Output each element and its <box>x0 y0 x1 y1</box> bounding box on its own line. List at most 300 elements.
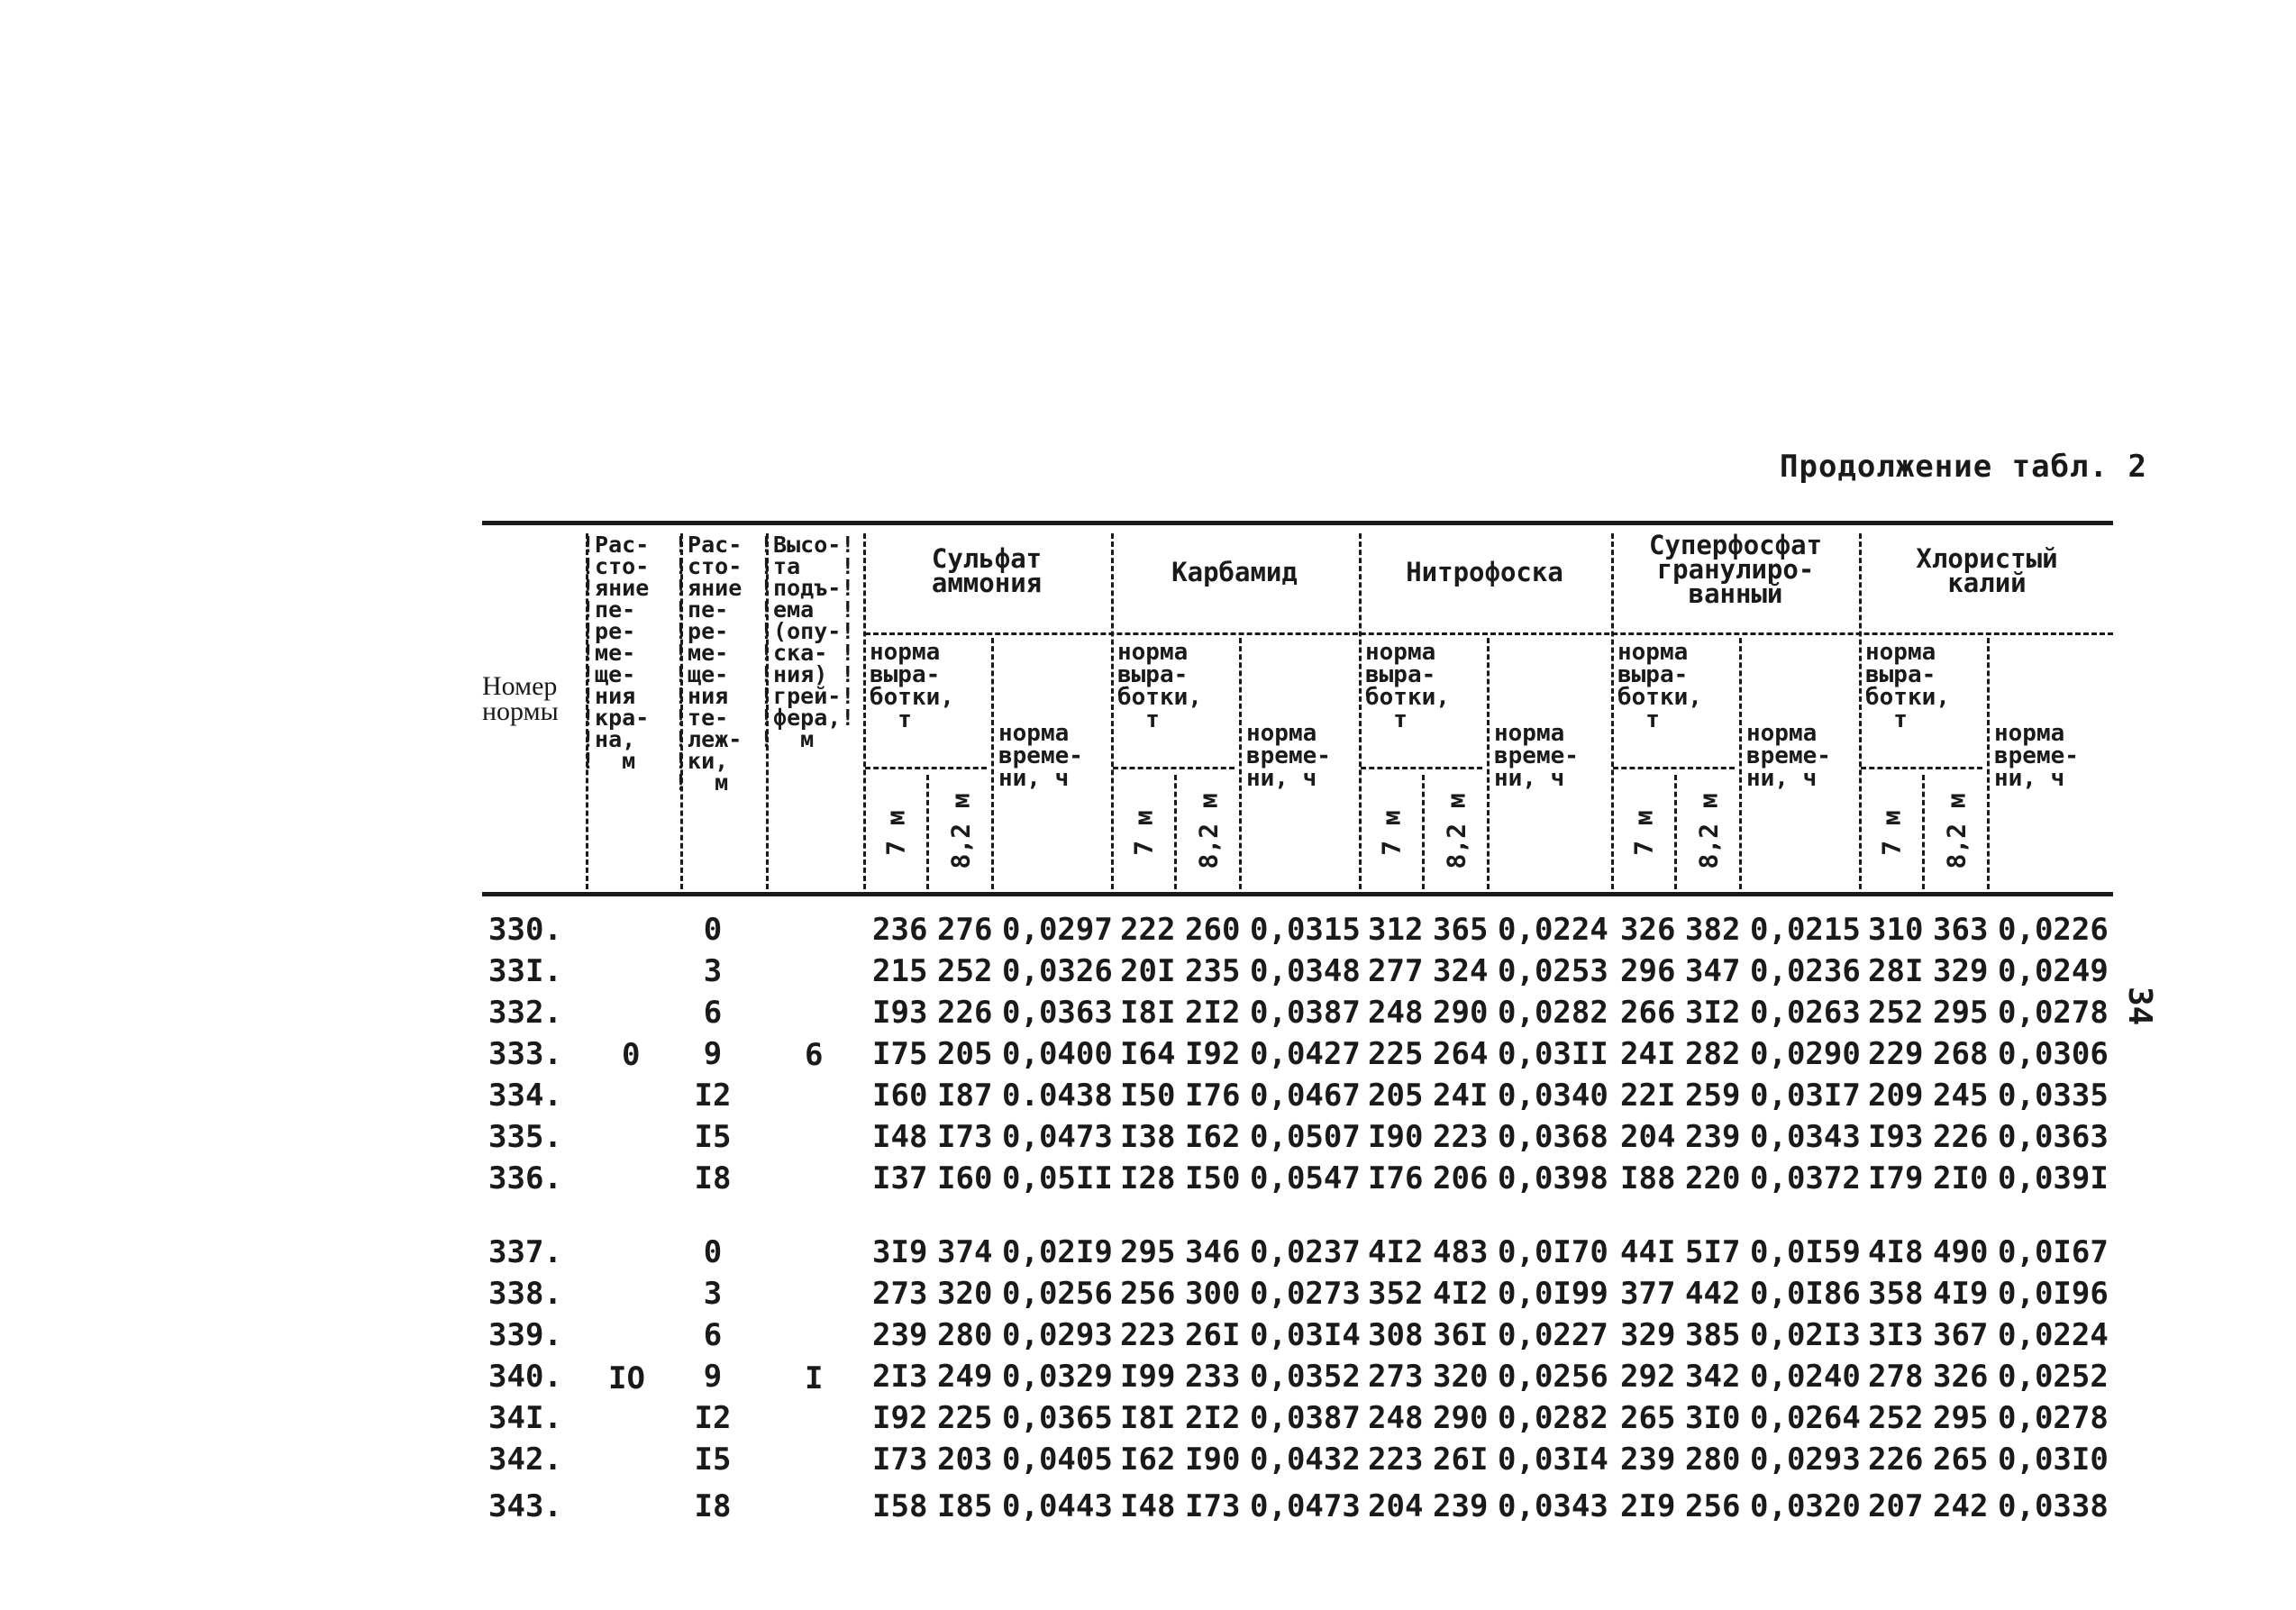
norm-output-cell: I8I <box>1120 1400 1176 1436</box>
product-divider-rule <box>865 632 2113 635</box>
norm-output-cell: 26I <box>1185 1317 1241 1353</box>
group2-crane-distance: IO <box>608 1360 645 1396</box>
norm-time-cell: 0,0352 <box>1250 1359 1361 1395</box>
sub-8-2m: 8,2 м <box>1193 793 1224 869</box>
norm-output-cell: 320 <box>937 1276 993 1312</box>
norm-time-cell: 0,0I96 <box>1998 1276 2109 1312</box>
norm-output-cell: I60 <box>937 1160 993 1196</box>
norm-output-cell: 346 <box>1185 1234 1241 1270</box>
norm-time-cell: 0,0252 <box>1998 1359 2109 1395</box>
norm-output-cell: 204 <box>1368 1488 1424 1524</box>
norm-output-cell: 2I9 <box>1620 1488 1676 1524</box>
sub-8-2m: 8,2 м <box>1441 793 1471 869</box>
norm-time-cell: 0,0405 <box>1002 1442 1113 1478</box>
norm-time-cell: 0,03I0 <box>1998 1442 2109 1478</box>
norm-time-cell: 0,03I4 <box>1498 1442 1608 1478</box>
norm-output-cell: 226 <box>937 995 993 1031</box>
header-col-height: !Высо-! !та ! !подъ-! !ема ! !(опу-! !ска- ! !ния) ! !грей-! !фера,! ! м <box>760 532 855 752</box>
norm-output-cell: 273 <box>1368 1359 1424 1395</box>
norm-output-cell: 363 <box>1933 912 1989 948</box>
norm-time-cell: 0,0253 <box>1498 953 1608 989</box>
norm-time-cell: 0,0547 <box>1250 1160 1361 1196</box>
unit-divider-rule-4 <box>1613 767 1735 769</box>
norm-time-cell: 0,0387 <box>1250 1400 1361 1436</box>
page-number: 34 <box>2121 987 2158 1026</box>
norm-output-cell: I92 <box>872 1400 928 1436</box>
norm-output-cell: 226 <box>1868 1442 1924 1478</box>
norm-output-cell: 207 <box>1868 1488 1924 1524</box>
norm-time-cell: 0,0363 <box>1002 995 1113 1031</box>
norm-output-cell: I48 <box>1120 1488 1176 1524</box>
norm-output-cell: 256 <box>1120 1276 1176 1312</box>
norm-time-cell: 0,0278 <box>1998 1400 2109 1436</box>
vsep <box>1987 638 1990 889</box>
norm-output-cell: 382 <box>1685 912 1741 948</box>
table-row <box>0 1119 2296 1160</box>
norm-output-cell: 4I2 <box>1433 1276 1489 1312</box>
norm-time-label: норма време- ни, ч <box>1746 720 1831 792</box>
trolley-distance: 3 <box>703 1276 723 1312</box>
norm-output-label: норма выра- ботки, т <box>870 639 954 733</box>
norm-output-cell: I37 <box>872 1160 928 1196</box>
norm-output-cell: 308 <box>1368 1317 1424 1353</box>
vsep <box>1174 775 1177 889</box>
norm-output-cell: 20I <box>1120 953 1176 989</box>
vsep <box>926 775 929 889</box>
norm-time-cell: 0,0363 <box>1998 1119 2109 1155</box>
norm-output-cell: 2I3 <box>872 1359 928 1395</box>
norm-time-cell: 0,0224 <box>1998 1317 2109 1353</box>
trolley-distance: I8 <box>694 1488 732 1524</box>
table-row <box>0 1400 2296 1442</box>
table-row <box>0 995 2296 1036</box>
sub-7m: 7 м <box>1876 810 1907 856</box>
vsep <box>1922 775 1925 889</box>
norm-time-cell: 0,0264 <box>1750 1400 1861 1436</box>
norm-output-cell: I87 <box>937 1078 993 1114</box>
norm-number: 335. <box>488 1119 562 1155</box>
norm-time-cell: 0,0507 <box>1250 1119 1361 1155</box>
norm-output-cell: I92 <box>1185 1036 1241 1072</box>
norm-output-cell: 365 <box>1433 912 1489 948</box>
norm-number: 332. <box>488 995 562 1031</box>
norm-output-cell: 225 <box>937 1400 993 1436</box>
norm-output-cell: 4I9 <box>1933 1276 1989 1312</box>
sub-8-2m: 8,2 м <box>1941 793 1972 869</box>
unit-divider-rule-3 <box>1361 767 1482 769</box>
norm-time-cell: 0,0338 <box>1998 1488 2109 1524</box>
norm-output-cell: 4I2 <box>1368 1234 1424 1270</box>
norm-time-cell: 0,0372 <box>1750 1160 1861 1196</box>
norm-output-cell: I88 <box>1620 1160 1676 1196</box>
norm-output-cell: I73 <box>872 1442 928 1478</box>
norm-time-cell: 0,0297 <box>1002 912 1113 948</box>
norm-output-cell: 249 <box>937 1359 993 1395</box>
trolley-distance: I5 <box>694 1442 732 1478</box>
norm-time-cell: 0,0365 <box>1002 1400 1113 1436</box>
trolley-distance: I2 <box>694 1078 732 1114</box>
norm-output-cell: 367 <box>1933 1317 1989 1353</box>
product-superphosphate: Суперфосфат гранулиро- ванный <box>1648 530 1823 609</box>
trolley-distance: 0 <box>703 912 723 948</box>
table-row <box>0 1276 2296 1317</box>
norm-time-cell: 0,0215 <box>1750 912 1861 948</box>
sub-7m: 7 м <box>880 810 911 856</box>
norm-output-cell: 239 <box>1620 1442 1676 1478</box>
norm-output-cell: 273 <box>872 1276 928 1312</box>
norm-time-cell: 0,0348 <box>1250 953 1361 989</box>
norm-output-cell: I76 <box>1185 1078 1241 1114</box>
norm-output-cell: 233 <box>1185 1359 1241 1395</box>
norm-output-cell: 358 <box>1868 1276 1924 1312</box>
norm-output-cell: I38 <box>1120 1119 1176 1155</box>
norm-output-cell: 377 <box>1620 1276 1676 1312</box>
norm-output-cell: 3I3 <box>1868 1317 1924 1353</box>
norm-time-cell: 0,0467 <box>1250 1078 1361 1114</box>
norm-output-cell: 278 <box>1868 1359 1924 1395</box>
vsep <box>1739 638 1742 889</box>
norm-output-cell: 215 <box>872 953 928 989</box>
norm-output-cell: I93 <box>1868 1119 1924 1155</box>
norm-time-cell: 0,0273 <box>1250 1276 1361 1312</box>
norm-output-cell: 290 <box>1433 995 1489 1031</box>
norm-output-cell: 2I0 <box>1933 1160 1989 1196</box>
norm-output-cell: I48 <box>872 1119 928 1155</box>
table-row <box>0 912 2296 953</box>
norm-time-cell: 0,0473 <box>1002 1119 1113 1155</box>
norm-output-cell: 3I9 <box>872 1234 928 1270</box>
continuation-label: Продолжение табл. 2 <box>1780 449 2147 485</box>
vsep <box>1359 533 1362 889</box>
norm-time-cell: 0,03I4 <box>1250 1317 1361 1353</box>
norm-time-cell: 0,0326 <box>1002 953 1113 989</box>
vsep <box>991 638 994 889</box>
norm-output-cell: 277 <box>1368 953 1424 989</box>
norm-output-cell: 329 <box>1933 953 1989 989</box>
norm-time-cell: 0,0I70 <box>1498 1234 1608 1270</box>
norm-output-label: норма выра- ботки, т <box>1865 639 1950 733</box>
norm-output-cell: I73 <box>1185 1488 1241 1524</box>
norm-output-cell: 24I <box>1620 1036 1676 1072</box>
norm-time-cell: 0,0398 <box>1498 1160 1608 1196</box>
norm-output-cell: 226 <box>1933 1119 1989 1155</box>
norm-output-cell: 442 <box>1685 1276 1741 1312</box>
norm-time-cell: 0,05II <box>1002 1160 1113 1196</box>
norm-output-cell: 229 <box>1868 1036 1924 1072</box>
norm-output-label: норма выра- ботки, т <box>1117 639 1202 733</box>
product-nitrophoska: Нитрофоска <box>1406 557 1563 587</box>
table-row <box>0 1488 2296 1530</box>
norm-time-cell: 0,0224 <box>1498 912 1608 948</box>
norm-output-cell: I28 <box>1120 1160 1176 1196</box>
norm-time-cell: 0,0432 <box>1250 1442 1361 1478</box>
norm-time-cell: 0,0282 <box>1498 995 1608 1031</box>
norm-time-cell: 0,0256 <box>1498 1359 1608 1395</box>
norm-output-cell: 266 <box>1620 995 1676 1031</box>
norm-output-cell: 205 <box>937 1036 993 1072</box>
norm-output-cell: 248 <box>1368 995 1424 1031</box>
table-row <box>0 1036 2296 1078</box>
norm-output-cell: 28I <box>1868 953 1924 989</box>
norm-time-cell: 0,0427 <box>1250 1036 1361 1072</box>
norm-output-cell: 352 <box>1368 1276 1424 1312</box>
norm-output-cell: I62 <box>1185 1119 1241 1155</box>
norm-time-cell: 0,0343 <box>1750 1119 1861 1155</box>
norm-time-cell: 0,039I <box>1998 1160 2109 1196</box>
unit-divider-rule-5 <box>1861 767 1982 769</box>
norm-number: 339. <box>488 1317 562 1353</box>
norm-number: 330. <box>488 912 562 948</box>
norm-time-label: норма време- ни, ч <box>1494 720 1579 792</box>
norm-output-cell: I90 <box>1368 1119 1424 1155</box>
norm-number: 34I. <box>488 1400 562 1436</box>
norm-output-cell: I64 <box>1120 1036 1176 1072</box>
norm-number: 334. <box>488 1078 562 1114</box>
norm-number: 340. <box>488 1359 562 1395</box>
norm-output-cell: 295 <box>1933 1400 1989 1436</box>
norm-output-cell: 4I8 <box>1868 1234 1924 1270</box>
norm-output-cell: I99 <box>1120 1359 1176 1395</box>
norm-time-cell: 0,0263 <box>1750 995 1861 1031</box>
norm-output-cell: I8I <box>1120 995 1176 1031</box>
norm-output-cell: 268 <box>1933 1036 1989 1072</box>
norm-output-cell: 239 <box>1433 1488 1489 1524</box>
norm-output-cell: 312 <box>1368 912 1424 948</box>
norm-output-cell: 490 <box>1933 1234 1989 1270</box>
norm-output-cell: I60 <box>872 1078 928 1114</box>
norm-output-cell: 206 <box>1433 1160 1489 1196</box>
header-col-dist-crane: !Рас- !сто- !яние !пе- !ре- !ме- !ще- !ния !кра- !на, ! м <box>581 532 650 774</box>
norm-time-cell: 0,0387 <box>1250 995 1361 1031</box>
product-ammonium-sulfate: Сульфат аммония <box>931 543 1043 598</box>
norm-output-cell: I75 <box>872 1036 928 1072</box>
trolley-distance: I5 <box>694 1119 732 1155</box>
norm-time-cell: 0,0293 <box>1002 1317 1113 1353</box>
trolley-distance: 6 <box>703 995 723 1031</box>
norm-output-cell: 329 <box>1620 1317 1676 1353</box>
header-col-dist-trolley: !Рас- !сто- !яние !пе- !ре- !ме- !ще- !ния !те- !леж- !ки, ! м <box>674 532 743 796</box>
norm-output-cell: 324 <box>1433 953 1489 989</box>
sub-7m: 7 м <box>1128 810 1159 856</box>
norm-output-cell: 2I2 <box>1185 1400 1241 1436</box>
norm-number: 342. <box>488 1442 562 1478</box>
unit-divider-rule-1 <box>865 767 987 769</box>
norm-output-cell: 220 <box>1685 1160 1741 1196</box>
norm-time-label: норма време- ни, ч <box>1246 720 1331 792</box>
norm-number: 336. <box>488 1160 562 1196</box>
norm-time-cell: 0,0320 <box>1750 1488 1861 1524</box>
norm-output-cell: 26I <box>1433 1442 1489 1478</box>
norm-output-cell: 242 <box>1933 1488 1989 1524</box>
table-row <box>0 1359 2296 1400</box>
norm-output-cell: 292 <box>1620 1359 1676 1395</box>
norm-output-cell: 2I2 <box>1185 995 1241 1031</box>
norm-number: 343. <box>488 1488 562 1524</box>
norm-output-cell: 265 <box>1620 1400 1676 1436</box>
norm-time-cell: 0,03II <box>1498 1036 1608 1072</box>
norm-output-cell: 248 <box>1368 1400 1424 1436</box>
norm-time-cell: 0,0335 <box>1998 1078 2109 1114</box>
norm-output-cell: 5I7 <box>1685 1234 1741 1270</box>
header-bottom-rule <box>482 892 2113 896</box>
norm-number: 338. <box>488 1276 562 1312</box>
norm-time-cell: 0,0227 <box>1498 1317 1608 1353</box>
norm-output-cell: 245 <box>1933 1078 1989 1114</box>
norm-output-cell: 22I <box>1620 1078 1676 1114</box>
norm-output-label: норма выра- ботки, т <box>1617 639 1702 733</box>
norm-output-cell: 209 <box>1868 1078 1924 1114</box>
norm-output-cell: 290 <box>1433 1400 1489 1436</box>
norm-time-cell: 0,02I3 <box>1750 1317 1861 1353</box>
norm-output-cell: I85 <box>937 1488 993 1524</box>
sub-8-2m: 8,2 м <box>1693 793 1724 869</box>
norm-time-cell: 0,0240 <box>1750 1359 1861 1395</box>
norm-output-cell: 296 <box>1620 953 1676 989</box>
norm-output-cell: 205 <box>1368 1078 1424 1114</box>
norm-output-cell: 259 <box>1685 1078 1741 1114</box>
norm-output-cell: 300 <box>1185 1276 1241 1312</box>
product-potassium-chloride: Хлористый калий <box>1916 543 2058 598</box>
norm-output-cell: 252 <box>1868 1400 1924 1436</box>
group1-grab-height: 6 <box>805 1037 824 1073</box>
norm-output-cell: 24I <box>1433 1078 1489 1114</box>
norm-output-cell: 310 <box>1868 912 1924 948</box>
norm-output-cell: I90 <box>1185 1442 1241 1478</box>
norm-time-cell: 0,0249 <box>1998 953 2109 989</box>
norm-time-label: норма време- ни, ч <box>1994 720 2079 792</box>
norm-output-cell: 223 <box>1368 1442 1424 1478</box>
norm-output-cell: 280 <box>1685 1442 1741 1478</box>
norm-output-cell: 252 <box>937 953 993 989</box>
norm-output-cell: 223 <box>1120 1317 1176 1353</box>
norm-time-cell: 0,0443 <box>1002 1488 1113 1524</box>
sub-8-2m: 8,2 м <box>945 793 976 869</box>
norm-time-cell: 0,0I99 <box>1498 1276 1608 1312</box>
vsep <box>1487 638 1490 889</box>
vsep <box>1239 638 1242 889</box>
norm-time-cell: 0,02I9 <box>1002 1234 1113 1270</box>
norm-output-cell: 3I2 <box>1685 995 1741 1031</box>
norm-time-cell: 0,0473 <box>1250 1488 1361 1524</box>
norm-output-cell: 347 <box>1685 953 1741 989</box>
norm-time-cell: 0,0315 <box>1250 912 1361 948</box>
norm-time-label: норма време- ни, ч <box>998 720 1083 792</box>
norm-time-cell: 0,0236 <box>1750 953 1861 989</box>
norm-output-cell: 36I <box>1433 1317 1489 1353</box>
norm-output-cell: 280 <box>937 1317 993 1353</box>
norm-output-cell: 265 <box>1933 1442 1989 1478</box>
norm-time-cell: 0,0340 <box>1498 1078 1608 1114</box>
norm-output-label: норма выра- ботки, т <box>1365 639 1450 733</box>
unit-divider-rule-2 <box>1113 767 1235 769</box>
trolley-distance: I2 <box>694 1400 732 1436</box>
header-col-number: Номер нормы <box>482 671 559 726</box>
norm-time-cell: 0,0400 <box>1002 1036 1113 1072</box>
norm-output-cell: 264 <box>1433 1036 1489 1072</box>
norm-time-cell: 0,0I86 <box>1750 1276 1861 1312</box>
norm-output-cell: I50 <box>1185 1160 1241 1196</box>
norm-output-cell: 342 <box>1685 1359 1741 1395</box>
norm-output-cell: 223 <box>1433 1119 1489 1155</box>
norm-output-cell: 204 <box>1620 1119 1676 1155</box>
norm-output-cell: I62 <box>1120 1442 1176 1478</box>
norm-output-cell: 256 <box>1685 1488 1741 1524</box>
norm-time-cell: 0,0290 <box>1750 1036 1861 1072</box>
norm-output-cell: 374 <box>937 1234 993 1270</box>
norm-output-cell: 260 <box>1185 912 1241 948</box>
sub-7m: 7 м <box>1628 810 1659 856</box>
norm-output-cell: 235 <box>1185 953 1241 989</box>
vsep <box>1111 533 1114 889</box>
norm-output-cell: 203 <box>937 1442 993 1478</box>
table-row <box>0 953 2296 995</box>
norm-output-cell: 385 <box>1685 1317 1741 1353</box>
norm-time-cell: 0,03I7 <box>1750 1078 1861 1114</box>
group1-crane-distance: 0 <box>622 1037 641 1073</box>
norm-output-cell: I76 <box>1368 1160 1424 1196</box>
norm-output-cell: 236 <box>872 912 928 948</box>
norm-time-cell: 0,0306 <box>1998 1036 2109 1072</box>
norm-number: 337. <box>488 1234 562 1270</box>
table-row <box>0 1160 2296 1202</box>
trolley-distance: 0 <box>703 1234 723 1270</box>
product-carbamide: Карбамид <box>1171 557 1298 587</box>
norm-time-cell: 0,0282 <box>1498 1400 1608 1436</box>
norm-output-cell: 295 <box>1933 995 1989 1031</box>
norm-output-cell: 295 <box>1120 1234 1176 1270</box>
norm-output-cell: 44I <box>1620 1234 1676 1270</box>
trolley-distance: 9 <box>703 1359 723 1395</box>
trolley-distance: 9 <box>703 1036 723 1072</box>
norm-time-cell: 0,0226 <box>1998 912 2109 948</box>
sub-7m: 7 м <box>1376 810 1407 856</box>
norm-time-cell: 0.0438 <box>1002 1078 1113 1114</box>
trolley-distance: 3 <box>703 953 723 989</box>
table-row <box>0 1078 2296 1119</box>
norm-output-cell: 326 <box>1933 1359 1989 1395</box>
norm-output-cell: 3I0 <box>1685 1400 1741 1436</box>
norm-time-cell: 0,0256 <box>1002 1276 1113 1312</box>
table-top-rule <box>482 521 2113 525</box>
norm-time-cell: 0,0293 <box>1750 1442 1861 1478</box>
norm-output-cell: I58 <box>872 1488 928 1524</box>
norm-time-cell: 0,0278 <box>1998 995 2109 1031</box>
norm-output-cell: 276 <box>937 912 993 948</box>
group2-grab-height: I <box>805 1360 824 1396</box>
trolley-distance: I8 <box>694 1160 732 1196</box>
table-row <box>0 1234 2296 1276</box>
vsep <box>1422 775 1425 889</box>
norm-output-cell: 320 <box>1433 1359 1489 1395</box>
norm-output-cell: 225 <box>1368 1036 1424 1072</box>
table-row <box>0 1442 2296 1483</box>
norm-time-cell: 0,0237 <box>1250 1234 1361 1270</box>
norm-number: 333. <box>488 1036 562 1072</box>
norm-output-cell: 239 <box>1685 1119 1741 1155</box>
norm-time-cell: 0,0I67 <box>1998 1234 2109 1270</box>
norm-time-cell: 0,0343 <box>1498 1488 1608 1524</box>
norm-output-cell: 483 <box>1433 1234 1489 1270</box>
table-row <box>0 1317 2296 1359</box>
norm-time-cell: 0,0368 <box>1498 1119 1608 1155</box>
norm-time-cell: 0,0329 <box>1002 1359 1113 1395</box>
norm-output-cell: I50 <box>1120 1078 1176 1114</box>
norm-output-cell: 326 <box>1620 912 1676 948</box>
vsep <box>1674 775 1677 889</box>
norm-output-cell: I73 <box>937 1119 993 1155</box>
norm-output-cell: 282 <box>1685 1036 1741 1072</box>
trolley-distance: 6 <box>703 1317 723 1353</box>
